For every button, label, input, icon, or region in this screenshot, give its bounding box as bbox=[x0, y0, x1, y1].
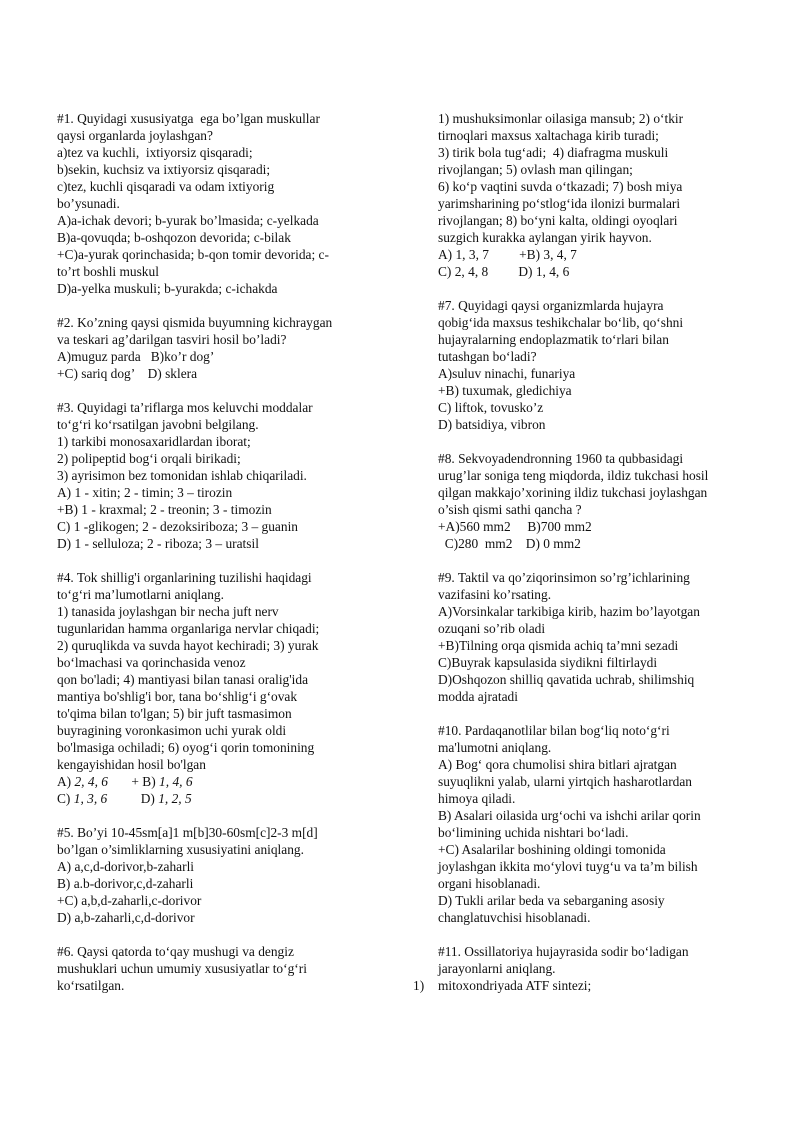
question-block bbox=[413, 943, 766, 994]
answer-value: 2, 4, 6 bbox=[74, 774, 108, 789]
text-line: D)a-yelka muskuli; b-yurakda; c-ichakda bbox=[57, 281, 278, 296]
text-line: 6) ko‘p vaqtini suvda o‘tkazadi; 7) bosh miya bbox=[438, 179, 683, 194]
text-line: #9. Taktil va qo’ziqorinsimon so’rg’ichlarining bbox=[438, 570, 690, 585]
question-block bbox=[438, 569, 766, 705]
text-line: qon bo'ladi; 4) mantiyasi bilan tanasi oralig'ida bbox=[57, 672, 309, 687]
text-line: D)Oshqozon shilliq qavatida uchrab, shilimshiq bbox=[438, 672, 695, 687]
question-block bbox=[438, 110, 766, 280]
text-line: to‘g‘ri ma’lumotlarni aniqlang. bbox=[57, 587, 224, 602]
right-column bbox=[413, 110, 766, 1011]
text-line: b)sekin, kuchsiz va ixtiyorsiz qisqaradi; bbox=[57, 162, 271, 177]
text-line: suyuqlikni yalab, ularni yirtqich hasharotlardan bbox=[438, 774, 692, 789]
text-line: ozuqani so’rib oladi bbox=[438, 621, 546, 636]
text-line: bo‘lmachasi va qorinchasida venoz bbox=[57, 655, 246, 670]
answer-label: A) bbox=[57, 774, 75, 789]
text-line: mushuklari uchun umumiy xususiyatlar to‘g‘ri bbox=[57, 961, 307, 976]
text-line: #3. Quyidagi ta’riflarga mos keluvchi moddalar bbox=[57, 400, 313, 415]
text-line: tutashgan bo‘ladi? bbox=[438, 349, 537, 364]
text-line: changlatuvchisi hisoblanadi. bbox=[438, 910, 591, 925]
text-line: 3) tirik bola tug‘adi; 4) diafragma muskuli bbox=[438, 145, 669, 160]
text-line: va teskari ag’darilgan tasviri hosil bo’ladi? bbox=[57, 332, 287, 347]
text-line: jarayonlarni aniqlang. bbox=[438, 961, 556, 976]
text-line: A)Vorsinkalar tarkibiga kirib, hazim bo’layotgan bbox=[438, 604, 700, 619]
question-block bbox=[57, 399, 379, 552]
left-column bbox=[57, 110, 379, 1011]
text-line: B) a.b-dorivor,c,d-zaharli bbox=[57, 876, 194, 891]
text-line: +C) a,b,d-zaharli,c-dorivor bbox=[57, 893, 202, 908]
text-line: tugunlaridan hamma organlariga nervlar chiqadi; bbox=[57, 621, 320, 636]
text-line: C)280 mm2 D) 0 mm2 bbox=[438, 536, 581, 551]
text-line: +B)Tilning orqa qismida achiq ta’mni sezadi bbox=[438, 638, 679, 653]
text-line: qobig‘ida maxsus teshikchalar bo‘lib, qo‘shni bbox=[438, 315, 684, 330]
text-line: yarimsharining po‘stlog‘ida ilonizi burmalari bbox=[438, 196, 681, 211]
text-line: #11. Ossillatoriya hujayrasida sodir bo‘ladigan bbox=[438, 944, 689, 959]
answer-value: 1, 2, 5 bbox=[158, 791, 192, 806]
text-line: 2) polipeptid bog‘i orqali birikadi; bbox=[57, 451, 241, 466]
text-line: organi hisoblanadi. bbox=[438, 876, 541, 891]
text-line: 1) mushuksimonlar oilasiga mansub; 2) o‘tkir bbox=[438, 111, 684, 126]
text-line: suzgich kurakka aylangan yirik hayvon. bbox=[438, 230, 652, 245]
question-block bbox=[57, 943, 379, 994]
question-block bbox=[57, 569, 379, 807]
question-block bbox=[438, 450, 766, 552]
text-line: to'qima bilan to'lgan; 5) bir juft tasmasimon bbox=[57, 706, 292, 721]
text-line: +B) tuxumak, gledichiya bbox=[438, 383, 572, 398]
text-line: hujayralarning endoplazmatik to‘rlari bilan bbox=[438, 332, 669, 347]
text-line: D) 1 - selluloza; 2 - riboza; 3 – uratsil bbox=[57, 536, 259, 551]
question-block bbox=[438, 722, 766, 926]
text-line: A)a-ichak devori; b-yurak bo’lmasida; c-yelkada bbox=[57, 213, 319, 228]
text-line: c)tez, kuchli qisqaradi va odam ixtiyorig bbox=[57, 179, 275, 194]
text-line: #5. Bo’yi 10-45sm[a]1 m[b]30-60sm[c]2-3 m[d] bbox=[57, 825, 318, 840]
text-line: +A)560 mm2 B)700 mm2 bbox=[438, 519, 592, 534]
text-line: A) 1 - xitin; 2 - timin; 3 – tirozin bbox=[57, 485, 233, 500]
text-line: #10. Pardaqanotlilar bilan bog‘liq noto‘g‘ri bbox=[438, 723, 670, 738]
item-marker: 1) bbox=[413, 978, 425, 993]
answer-value: 1, 4, 6 bbox=[159, 774, 193, 789]
text-line: A) 1, 3, 7 +B) 3, 4, 7 bbox=[438, 247, 577, 262]
text-line: 3) ayrisimon bez tomonidan ishlab chiqariladi. bbox=[57, 468, 307, 483]
text-line: o’sish qismi sathi qancha ? bbox=[438, 502, 582, 517]
answer-label: D) bbox=[140, 791, 159, 806]
text-line: urug’lar soniga teng miqdorda, ildiz tukchasi hosil bbox=[438, 468, 709, 483]
text-line: #6. Qaysi qatorda to‘qay mushugi va dengiz bbox=[57, 944, 294, 959]
text-line: A) Bog‘ qora chumolisi shira bitlari ajratgan bbox=[438, 757, 677, 772]
text-line: modda ajratadi bbox=[438, 689, 518, 704]
text-line: to’rt boshli muskul bbox=[57, 264, 159, 279]
text-line: qilgan makkajo’xorining ildiz tukchasi joylashgan bbox=[438, 485, 708, 500]
text-line: rivojlangan; 8) bo‘yni kalta, oldingi oyoqlari bbox=[438, 213, 678, 228]
text-line: +B) 1 - kraxmal; 2 - treonin; 3 - timozin bbox=[57, 502, 272, 517]
text-line: C) 2, 4, 8 D) 1, 4, 6 bbox=[438, 264, 570, 279]
text-line: B)a-qovuqda; b-oshqozon devorida; c-bilak bbox=[57, 230, 291, 245]
text-line: D) Tukli arilar beda va sebarganing asosiy bbox=[438, 893, 665, 908]
text-line: bo'lmasiga ochiladi; 6) oyog‘i qorin tomonining bbox=[57, 740, 315, 755]
text-line: 1) tanasida joylashgan bir necha juft nerv bbox=[57, 604, 279, 619]
text-line: ko‘rsatilgan. bbox=[57, 978, 125, 993]
text-line: bo’ysunadi. bbox=[57, 196, 120, 211]
text-line: +C) sariq dog’ D) sklera bbox=[57, 366, 198, 381]
answer-row bbox=[57, 790, 379, 807]
text-line: +C) Asalarilar boshining oldingi tomonida bbox=[438, 842, 666, 857]
text-line: #7. Quyidagi qaysi organizmlarda hujayra bbox=[438, 298, 664, 313]
text-line: #2. Ko’zning qaysi qismida buyumning kichraygan bbox=[57, 315, 333, 330]
answer-value: 1, 3, 6 bbox=[73, 791, 108, 806]
answer-label: + B) bbox=[131, 774, 160, 789]
text-line: B) Asalari oilasida urg‘ochi va ishchi arilar qorin bbox=[438, 808, 701, 823]
text-line: bo‘limining uchida nishtari bo‘ladi. bbox=[438, 825, 629, 840]
text-line: mantiya bo'shlig'i bor, tana bo‘shlig‘i g‘ovak bbox=[57, 689, 298, 704]
text-line: A) a,c,d-dorivor,b-zaharli bbox=[57, 859, 195, 874]
text-line: rivojlangan; 5) ovlash man qilingan; bbox=[438, 162, 633, 177]
text-line: D) a,b-zaharli,c,d-dorivor bbox=[57, 910, 195, 925]
text-line: bo’lgan o’simliklarning xususiyatini aniqlang. bbox=[57, 842, 304, 857]
answer-row bbox=[57, 773, 379, 790]
text-line: #8. Sekvoyadendronning 1960 ta qubbasidagi bbox=[438, 451, 684, 466]
text-line: #1. Quyidagi xususiyatga ega bo’lgan muskullar bbox=[57, 111, 320, 126]
text-line: D) batsidiya, vibron bbox=[438, 417, 546, 432]
text-line: tirnoqlari maxsus xaltachaga kirib turadi; bbox=[438, 128, 659, 143]
text-line: C)Buyrak kapsulasida siydikni filtirlaydi bbox=[438, 655, 658, 670]
numbered-item bbox=[413, 977, 766, 994]
text-line: to‘g‘ri ko‘rsatilgan javobni belgilang. bbox=[57, 417, 259, 432]
text-line: joylashgan ikkita mo‘ylovi tuyg‘u va ta’m bilish bbox=[438, 859, 698, 874]
answer-label: C) bbox=[57, 791, 74, 806]
question-block bbox=[57, 110, 379, 297]
text-line: kengayishidan hosil bo'lgan bbox=[57, 757, 206, 772]
text-line: A)muguz parda B)ko’r dog’ bbox=[57, 349, 215, 364]
question-block bbox=[57, 314, 379, 382]
text-line: #4. Tok shillig'i organlarining tuzilishi haqidagi bbox=[57, 570, 312, 585]
text-line: +C)a-yurak qorinchasida; b-qon tomir devorida; c- bbox=[57, 247, 329, 262]
text-line: C) liftok, tovusko’z bbox=[438, 400, 544, 415]
text-line: ma'lumotni aniqlang. bbox=[438, 740, 552, 755]
text-line: a)tez va kuchli, ixtiyorsiz qisqaradi; bbox=[57, 145, 253, 160]
text-line: himoya qiladi. bbox=[438, 791, 516, 806]
text-line: qaysi organlarda joylashgan? bbox=[57, 128, 213, 143]
text-line: vazifasini ko’rsating. bbox=[438, 587, 552, 602]
text-line: A)suluv ninachi, funariya bbox=[438, 366, 576, 381]
item-text: mitoxondriyada ATF sintezi; bbox=[438, 978, 592, 993]
text-line: buyragining voronkasimon uchi yurak oldi bbox=[57, 723, 287, 738]
text-line: C) 1 -glikogen; 2 - dezoksiriboza; 3 – guanin bbox=[57, 519, 298, 534]
text-line: 2) quruqlikda va suvda hayot kechiradi; 3) yurak bbox=[57, 638, 319, 653]
question-block bbox=[57, 824, 379, 926]
question-block bbox=[438, 297, 766, 433]
text-line: 1) tarkibi monosaxaridlardan iborat; bbox=[57, 434, 251, 449]
